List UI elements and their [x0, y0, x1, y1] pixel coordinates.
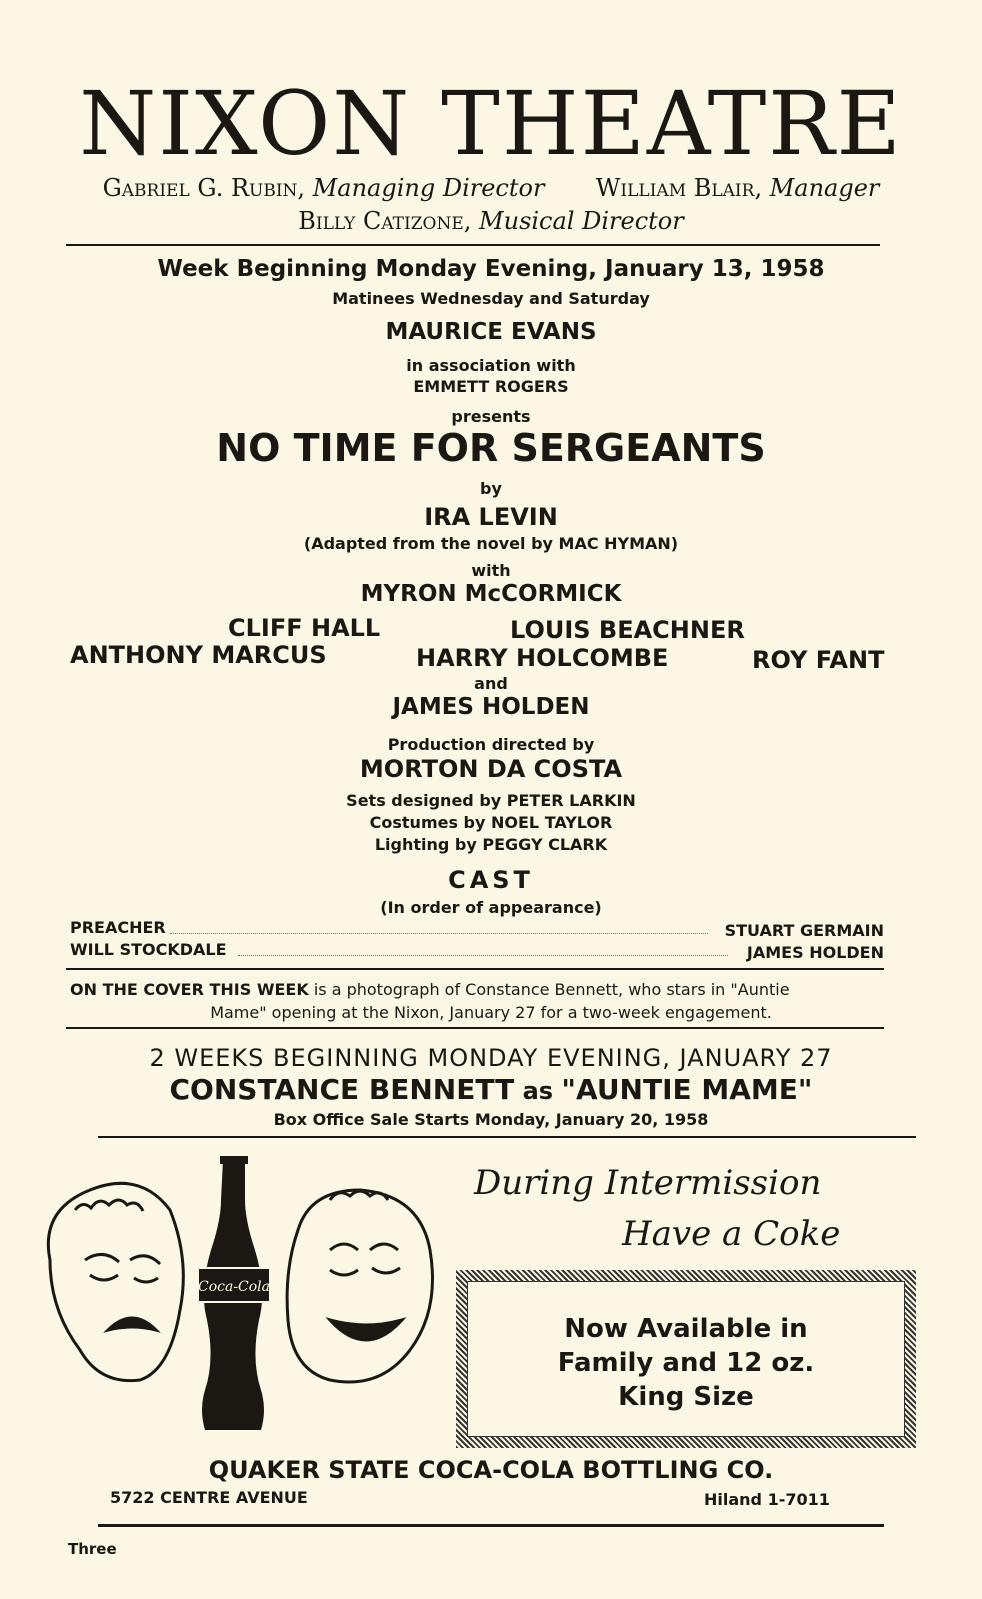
and-line: and — [474, 674, 508, 693]
cover-note-line-1 — [70, 980, 790, 999]
leader-dots — [170, 933, 708, 934]
costar-name: JAMES HOLDEN — [392, 694, 590, 720]
with-line: with — [471, 561, 511, 580]
association-line: in association with — [406, 356, 576, 375]
bottler-phone: Hiland 1-7011 — [704, 1490, 830, 1509]
cast-actor: JAMES HOLDEN — [746, 943, 884, 962]
matinees-line: Matinees Wednesday and Saturday — [332, 289, 650, 308]
play-title: NO TIME FOR SERGEANTS — [216, 426, 766, 470]
next-attraction-rule — [98, 1136, 916, 1138]
ad-bottom-rule — [98, 1524, 884, 1527]
producer: MAURICE EVANS — [385, 319, 597, 345]
availability-line-1: Now Available in — [564, 1314, 808, 1344]
cover-note-text-1: is a photograph of Constance Bennett, who stars in "Auntie — [308, 980, 790, 999]
page-number: Three — [68, 1540, 117, 1558]
musical-director-role: Musical Director — [479, 207, 684, 235]
star-name: MYRON McCORMICK — [360, 581, 622, 607]
bottle-label: Coca-Cola — [197, 1279, 271, 1295]
box-office-line: Box Office Sale Starts Monday, January 20, 1958 — [273, 1110, 709, 1129]
staff-line-2 — [0, 207, 982, 235]
cast-heading: CAST — [448, 866, 534, 894]
next-attraction-title — [0, 1073, 982, 1106]
cover-note-lead: ON THE COVER THIS WEEK — [70, 980, 309, 999]
comedy-mask-icon — [287, 1190, 432, 1382]
lighting-credit: Lighting by PEGGY CLARK — [374, 835, 608, 854]
cast-name-roy-fant: ROY FANT — [752, 646, 885, 674]
adapted-line: (Adapted from the novel by MAC HYMAN) — [303, 534, 679, 553]
bottler-address: 5722 CENTRE AVENUE — [110, 1488, 308, 1507]
associate: EMMETT ROGERS — [413, 377, 569, 396]
author: IRA LEVIN — [424, 503, 558, 531]
cast-role: PREACHER — [70, 918, 166, 937]
availability-box-inner — [468, 1282, 904, 1436]
cast-rule — [66, 968, 884, 970]
managing-director-name: Gabriel G. Rubin, — [102, 174, 306, 202]
week-line: Week Beginning Monday Evening, January 13, 1958 — [157, 256, 825, 282]
cast-name-cliff-hall: CLIFF HALL — [228, 614, 381, 642]
cast-name-anthony-marcus: ANTHONY MARCUS — [70, 641, 327, 669]
directed-by-line: Production directed by — [387, 735, 595, 754]
leader-dots — [238, 955, 728, 956]
availability-line-2: Family and 12 oz. — [557, 1348, 815, 1378]
theatre-title: NIXON THEATRE — [79, 72, 903, 175]
cast-name-louis-beachner: LOUIS BEACHNER — [510, 616, 745, 644]
availability-line-3: King Size — [618, 1382, 754, 1412]
cast-order-note: (In order of appearance) — [380, 898, 602, 917]
ad-script-line-1: During Intermission — [474, 1163, 822, 1203]
managing-director-role: Managing Director — [312, 174, 545, 202]
manager-name: William Blair, — [595, 174, 763, 202]
musical-director-name: Billy Catizone, — [298, 207, 472, 235]
availability-box — [456, 1270, 916, 1448]
by-line: by — [480, 479, 502, 498]
next-attraction-star: CONSTANCE BENNETT — [169, 1073, 515, 1106]
coke-bottle-icon — [198, 1156, 270, 1430]
director-name: MORTON DA COSTA — [359, 755, 623, 783]
staff-line-1 — [0, 174, 982, 202]
sets-credit: Sets designed by PETER LARKIN — [346, 791, 636, 810]
manager-role: Manager — [769, 174, 880, 202]
cover-note-rule — [66, 1027, 884, 1029]
cast-name-harry-holcombe: HARRY HOLCOMBE — [416, 644, 669, 672]
next-attraction-as: as — [514, 1077, 562, 1105]
tragedy-mask-icon — [48, 1183, 183, 1380]
bottler-name: QUAKER STATE COCA-COLA BOTTLING CO. — [208, 1456, 774, 1484]
presents-line: presents — [451, 407, 531, 426]
next-attraction-show: "AUNTIE MAME" — [561, 1073, 813, 1106]
cover-note-line-2: Mame" opening at the Nixon, January 27 for a two-week engagement. — [210, 1003, 772, 1022]
coke-theatre-masks-illustration — [30, 1150, 450, 1440]
ad-script-line-2: Have a Coke — [622, 1214, 841, 1254]
next-attraction-dates: 2 WEEKS BEGINNING MONDAY EVENING, JANUARY 27 — [149, 1044, 833, 1072]
cast-role: WILL STOCKDALE — [70, 940, 227, 959]
cast-actor: STUART GERMAIN — [724, 921, 884, 940]
header-rule — [66, 244, 880, 246]
costumes-credit: Costumes by NOEL TAYLOR — [369, 813, 613, 832]
